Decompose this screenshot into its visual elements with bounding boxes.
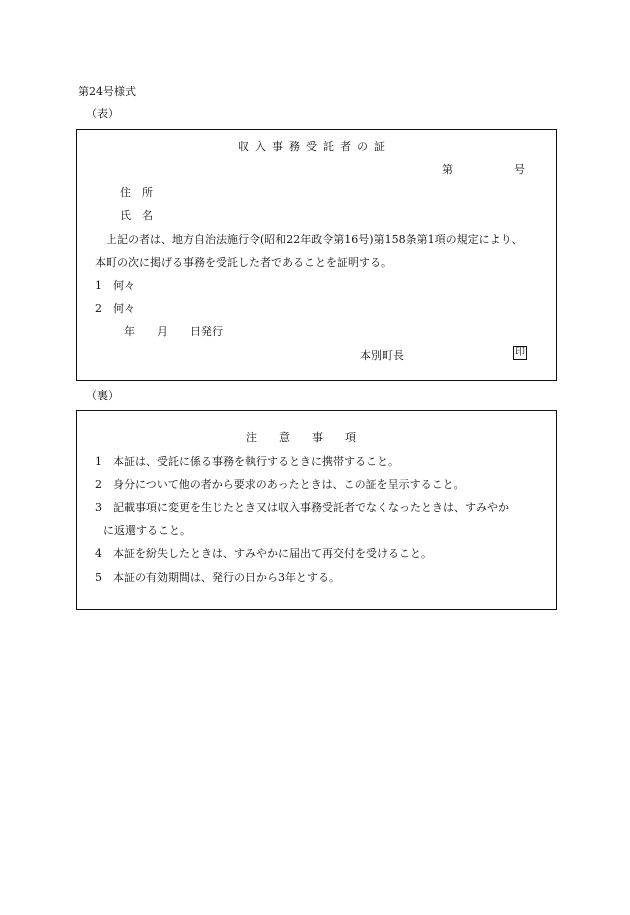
note-1: 1 本証は、受託に係る事務を執行するときに携帯すること。 [95, 455, 399, 468]
seal-box: 印 [515, 347, 525, 358]
note-5: 5 本証の有効期間は、発行の日から3年とする。 [95, 571, 340, 584]
front-side-label: （表） [86, 107, 119, 120]
number-dai: 第 [442, 163, 453, 176]
note-4: 4 本証を紛失したときは、すみやかに届出て再交付を受けること。 [95, 547, 432, 560]
number-go: 号 [514, 163, 525, 176]
front-title: 収入事務受託者の証 [238, 140, 391, 153]
note-3-line-2: に返還すること。 [103, 524, 191, 537]
body-line-2: 本町の次に掲げる事務を受託した者であることを証明する。 [95, 256, 392, 269]
issue-date: 年 月 日発行 [124, 325, 223, 338]
item-2: 2 何々 [95, 302, 135, 315]
item-1: 1 何々 [95, 279, 135, 292]
form-number: 第24号様式 [78, 85, 136, 98]
back-side-label: （裏） [86, 389, 119, 402]
note-3-line-1: 3 記載事項に変更を生じたとき又は収入事務受託者でなくなったときは、すみやか [95, 501, 509, 514]
address-label: 住 所 [120, 186, 153, 199]
name-label: 氏 名 [120, 209, 153, 222]
body-line-1: 上記の者は、地方自治法施行令(昭和22年政令第16号)第158条第1項の規定により、 [106, 233, 523, 246]
front-certificate-box [76, 129, 557, 381]
note-2: 2 身分について他の者から要求のあったときは、この証を呈示すること。 [95, 478, 465, 491]
mayor-title: 本別町長 [360, 349, 404, 362]
back-title: 注意事項 [246, 431, 378, 444]
